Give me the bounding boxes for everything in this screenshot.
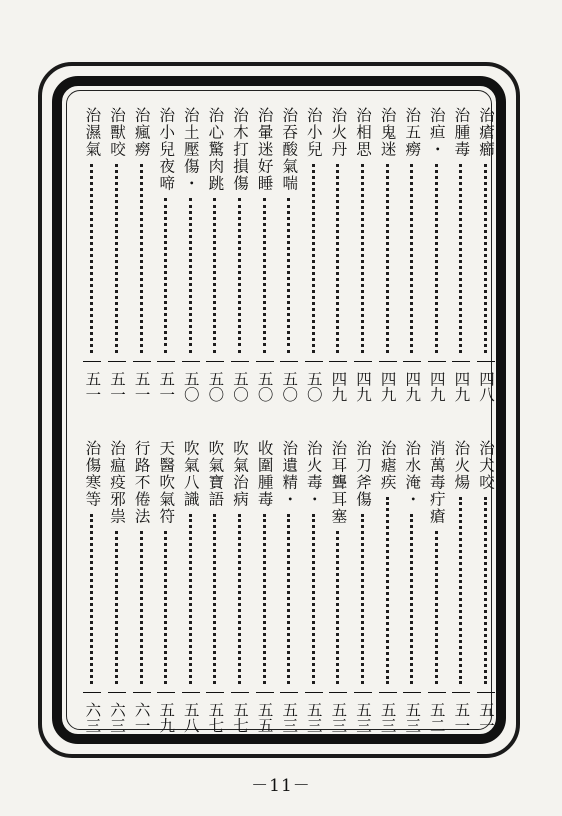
leader-dash [477, 361, 495, 362]
toc-entry-page: 五一 [132, 371, 151, 402]
toc-entry-page: 五三 [354, 702, 372, 733]
dot-leader [459, 497, 462, 684]
leader-dash [182, 361, 200, 362]
leader-dash [182, 692, 200, 693]
toc-entry-page: 五五 [255, 702, 274, 733]
leader-dash [206, 361, 224, 362]
dot-leader [435, 164, 438, 353]
toc-entry-title: 治土壓傷・ [181, 107, 200, 192]
toc-entry [401, 107, 423, 417]
toc-entry [352, 107, 374, 417]
toc-entry [131, 440, 153, 740]
toc-entry [401, 440, 423, 740]
toc-entry-title: 吹氣寶語 [206, 440, 225, 508]
toc-entry [278, 107, 300, 417]
toc-entry-title: 治耳聾耳塞 [329, 440, 348, 525]
toc-entry [327, 107, 349, 417]
toc-entry [254, 440, 276, 740]
toc-entry-page: 五〇 [181, 371, 200, 402]
page-number: －11－ [251, 776, 311, 796]
toc-entry-page: 五〇 [280, 371, 299, 402]
leader-dash [477, 692, 495, 693]
toc-entry [180, 107, 202, 417]
dot-leader [287, 198, 290, 353]
dot-leader [484, 497, 487, 684]
dot-leader [287, 514, 290, 684]
dot-leader [263, 514, 266, 684]
toc-entry-page: 五三 [378, 702, 397, 733]
toc-entry [254, 107, 276, 417]
toc-entry-page: 五三 [280, 702, 299, 733]
leader-dash [329, 692, 347, 693]
toc-entry-page: 五〇 [255, 371, 274, 402]
toc-entry [229, 107, 251, 417]
toc-entry [303, 440, 325, 740]
toc-entry-title: 治小兒 [304, 107, 323, 158]
toc-entry-title: 治遺精・ [280, 440, 299, 508]
dot-leader [90, 164, 93, 353]
dot-leader [115, 164, 118, 353]
leader-dash [452, 692, 470, 693]
toc-entry [204, 107, 226, 417]
toc-entry-page: 六一 [132, 702, 151, 733]
dot-leader [312, 164, 315, 353]
leader-dash [452, 361, 470, 362]
toc-entry-title: 治瘋癆 [132, 107, 151, 158]
toc-entry-page: 六三 [108, 702, 126, 733]
dot-leader [410, 514, 413, 684]
toc-entry-page: 五二 [427, 702, 446, 733]
toc-entry-page: 五一 [108, 371, 126, 402]
dot-leader [435, 531, 438, 684]
dot-leader [238, 514, 241, 684]
toc-entry-page: 五九 [157, 702, 176, 733]
toc-entry-page: 五一 [452, 702, 471, 733]
dot-leader [213, 198, 216, 353]
toc-entry [81, 107, 103, 417]
toc-entry-page: 五七 [206, 702, 225, 733]
leader-dash [403, 692, 421, 693]
toc-entry-page: 五一 [83, 371, 102, 402]
toc-entry-page: 五〇 [206, 371, 225, 402]
leader-dash [133, 361, 151, 362]
toc-entry [352, 440, 374, 740]
toc-entry-page: 五〇 [231, 371, 249, 402]
leader-dash [403, 361, 421, 362]
toc-entry-page: 四九 [378, 371, 397, 402]
dot-leader [386, 497, 389, 684]
leader-dash [354, 361, 372, 362]
toc-entry [475, 107, 497, 417]
toc-entry [450, 107, 472, 417]
toc-entry [426, 107, 448, 417]
toc-entry-title: 治瘟疫邪祟 [108, 440, 126, 525]
leader-dash [83, 361, 101, 362]
toc-entry-title: 消萬毒疔瘡 [427, 440, 446, 525]
toc-entry-title: 吹氣八識 [181, 440, 200, 508]
leader-dash [280, 361, 298, 362]
toc-entry-page: 五八 [181, 702, 200, 733]
toc-entry-title: 治火毒・ [304, 440, 323, 508]
toc-entry-title: 治水淹・ [403, 440, 422, 508]
dot-leader [336, 531, 339, 684]
toc-entry-title: 治瘧疾 [378, 440, 397, 491]
toc-entry [278, 440, 300, 740]
toc-entry-title: 治鬼迷 [378, 107, 397, 158]
toc-entry-title: 治疸・ [427, 107, 446, 158]
toc-entry-page: 四八 [477, 371, 495, 402]
leader-dash [329, 361, 347, 362]
toc-entry-title: 治腫毒 [452, 107, 471, 158]
toc-entry [106, 440, 128, 740]
toc-entry [106, 107, 128, 417]
toc-entry [204, 440, 226, 740]
toc-entry-title: 治木打損傷 [231, 107, 249, 192]
toc-entry-title: 天醫吹氣符 [157, 440, 176, 525]
toc-entry-title: 治火煬 [452, 440, 471, 491]
toc-entry-title: 治五癆 [403, 107, 422, 158]
dot-leader [459, 164, 462, 353]
toc-entry-title: 吹氣治病 [231, 440, 249, 508]
leader-dash [354, 692, 372, 693]
toc-entry-page: 五三 [329, 702, 348, 733]
leader-dash [83, 692, 101, 693]
dot-leader [361, 514, 364, 684]
dot-leader [189, 514, 192, 684]
toc-entry [475, 440, 497, 740]
toc-entry-page: 四九 [427, 371, 446, 402]
dot-leader [361, 164, 364, 353]
toc-entry-page: 五三 [304, 702, 323, 733]
toc-entry [155, 440, 177, 740]
dot-leader [238, 198, 241, 353]
leader-dash [305, 361, 323, 362]
toc-entry-page: 五一 [157, 371, 176, 402]
toc-entry-title: 治相思 [354, 107, 372, 158]
toc-entry-title: 治小兒夜啼 [157, 107, 176, 192]
dot-leader [484, 164, 487, 353]
toc-entry [229, 440, 251, 740]
dot-leader [115, 531, 118, 684]
toc-entry-page: 六三 [83, 702, 102, 733]
dot-leader [312, 514, 315, 684]
toc-entry [180, 440, 202, 740]
leader-dash [428, 361, 446, 362]
leader-dash [157, 692, 175, 693]
toc-entry-title: 治刀斧傷 [354, 440, 372, 508]
toc-entry-page: 五三 [403, 702, 422, 733]
toc-entry-page: 五七 [231, 702, 249, 733]
leader-dash [280, 692, 298, 693]
toc-entry-title: 治犬咬 [477, 440, 495, 491]
leader-dash [231, 361, 249, 362]
toc-entry-page: 四九 [403, 371, 422, 402]
leader-dash [157, 361, 175, 362]
toc-entry-title: 治獸咬 [108, 107, 126, 158]
dot-leader [164, 531, 167, 684]
toc-entry-page: 四九 [452, 371, 471, 402]
toc-entry [303, 107, 325, 417]
toc-entry-title: 治瘡癤 [477, 107, 495, 158]
toc-entry [377, 440, 399, 740]
leader-dash [206, 692, 224, 693]
toc-entry-page: 四九 [329, 371, 348, 402]
leader-dash [231, 692, 249, 693]
toc-entry [155, 107, 177, 417]
dot-leader [140, 164, 143, 353]
dot-leader [410, 164, 413, 353]
leader-dash [133, 692, 151, 693]
dot-leader [336, 164, 339, 353]
dot-leader [164, 198, 167, 353]
toc-entry-title: 治暈迷好睡 [255, 107, 274, 192]
toc-entry-title: 行路不倦法 [132, 440, 151, 525]
leader-dash [379, 692, 397, 693]
toc-entry [426, 440, 448, 740]
leader-dash [108, 692, 126, 693]
leader-dash [256, 361, 274, 362]
dot-leader [263, 198, 266, 353]
toc-entry [377, 107, 399, 417]
toc-entry-page: 四九 [354, 371, 372, 402]
leader-dash [256, 692, 274, 693]
leader-dash [305, 692, 323, 693]
dot-leader [213, 514, 216, 684]
dot-leader [140, 531, 143, 684]
toc-entry-title: 治吞酸氣喘 [280, 107, 299, 192]
toc-entry-page: 五一 [477, 702, 495, 733]
toc-entry-title: 治火丹 [329, 107, 348, 158]
toc-entry-title: 治濕氣 [83, 107, 102, 158]
toc-entry [131, 107, 153, 417]
dot-leader [386, 164, 389, 353]
toc-entry [450, 440, 472, 740]
dot-leader [189, 198, 192, 353]
leader-dash [108, 361, 126, 362]
leader-dash [428, 692, 446, 693]
toc-entry [81, 440, 103, 740]
toc-entry [327, 440, 349, 740]
toc-entry-title: 治傷寒等 [83, 440, 102, 508]
toc-entry-title: 治心驚肉跳 [206, 107, 225, 192]
toc-entry-page: 五〇 [304, 371, 323, 402]
dot-leader [90, 514, 93, 684]
toc-entry-title: 收圍腫毒 [255, 440, 274, 508]
leader-dash [379, 361, 397, 362]
